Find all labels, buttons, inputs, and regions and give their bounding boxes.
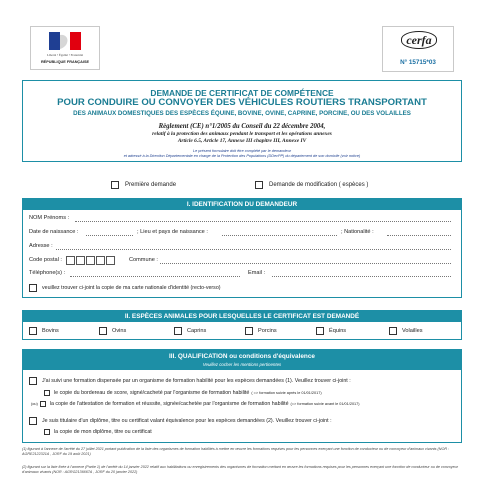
species-volailles[interactable]: [389, 327, 423, 335]
species-ovins[interactable]: [99, 327, 126, 335]
title-line-3: DES ANIMAUX DOMESTIQUES DES ESPÈCES ÉQUINE, BOVINE, OVINE, CAPRINE, PORCINE, OU DES VOLAILLES: [73, 110, 411, 117]
regulation-line-3: Article 6.5, Article 17, Annexe III chapitre III, Annexe IV: [177, 138, 307, 144]
regulation-line-2: relatif à la protection des animaux pendant le transport et les opérations annexes: [152, 131, 332, 137]
diploma-copy-option[interactable]: [44, 429, 152, 435]
cerfa-logo: cerfa: [401, 31, 437, 49]
date-naissance-label: Date de naissance :: [29, 229, 79, 235]
attestation-copy-checkbox[interactable]: [40, 401, 46, 407]
first-request-checkbox[interactable]: [111, 181, 119, 189]
species-heading: II. ESPÈCES ANIMALES POUR LESQUELLES LE CERTIFICAT EST DEMANDÉ: [23, 311, 461, 322]
ovins-checkbox[interactable]: [99, 327, 107, 335]
first-request-option[interactable]: [111, 181, 176, 189]
species-porcins[interactable]: [245, 327, 277, 335]
republique-francaise-logo: [30, 26, 100, 70]
attestation-copy-label: la copie de l'attestation de formation et réussite, signée/cachetée par l'organisme de formation habilité: [49, 401, 289, 407]
bovins-label: Bovins: [42, 328, 59, 334]
nationalite-label: ; Nationalité :: [341, 229, 374, 235]
nom-prenoms-field[interactable]: [75, 221, 451, 222]
id-copy-checkbox[interactable]: [29, 284, 37, 292]
score-copy-note: ( => formation suivie après le 01/01/2017): [251, 391, 322, 395]
telephone-label: Téléphone(s) :: [29, 270, 66, 276]
training-checkbox[interactable]: [29, 377, 37, 385]
title-box: [22, 80, 462, 162]
code-postal-digit-3[interactable]: [86, 256, 95, 265]
instruction-line-1: Le présent formulaire doit être complété par le demandeur: [193, 149, 291, 153]
nom-prenoms-label: NOM Prénoms :: [29, 215, 70, 221]
training-option[interactable]: [29, 377, 351, 385]
modification-request-checkbox[interactable]: [255, 181, 263, 189]
species-equins[interactable]: [316, 327, 346, 335]
adresse-label: Adresse :: [29, 243, 53, 249]
adresse-field[interactable]: [56, 249, 451, 250]
qualification-heading: III. QUALIFICATION ou conditions d'équivalence: [169, 353, 315, 360]
equins-checkbox[interactable]: [316, 327, 324, 335]
code-postal-digit-2[interactable]: [76, 256, 85, 265]
code-postal-digit-4[interactable]: [96, 256, 105, 265]
score-copy-label: le copie du bordereau de score, signé/cacheté par l'organisme de formation habilité: [54, 390, 250, 396]
date-naissance-field[interactable]: [86, 235, 133, 236]
email-field[interactable]: [272, 276, 451, 277]
title-line-2: POUR CONDUIRE OU CONVOYER DES VÉHICULES ROUTIERS TRANSPORTANT: [57, 97, 427, 108]
species-section: [22, 310, 462, 340]
porcins-label: Porcins: [258, 328, 277, 334]
email-label: Email :: [248, 270, 266, 276]
diploma-copy-label: la copie de mon diplôme, titre ou certificat: [54, 429, 152, 435]
caprins-label: Caprins: [187, 328, 207, 334]
bovins-checkbox[interactable]: [29, 327, 37, 335]
id-copy-option[interactable]: [29, 284, 221, 292]
equins-label: Équins: [329, 328, 347, 334]
or-tag: (ou): [31, 402, 38, 406]
applicant-section: [22, 198, 462, 298]
diploma-label: Je suis titulaire d'un diplôme, titre ou certificat valant équivalence pour les espèces demandées (2). Veuillez trouver ci-joint :: [42, 418, 332, 424]
modification-request-option[interactable]: [255, 181, 368, 189]
qualification-subheading: Veuillez cocher les mentions pertinentes: [202, 362, 282, 367]
diploma-option[interactable]: [29, 417, 332, 425]
marianne-flag-icon: [49, 32, 81, 50]
qualification-header: [23, 350, 461, 370]
telephone-field[interactable]: [70, 276, 240, 277]
regulation-line-1: Règlement (CE) n°1/2005 du Conseil du 22 décembre 2004,: [158, 123, 326, 130]
commune-field[interactable]: [160, 263, 451, 264]
diploma-copy-checkbox[interactable]: [44, 429, 50, 435]
score-copy-checkbox[interactable]: [44, 390, 50, 396]
volailles-checkbox[interactable]: [389, 327, 397, 335]
training-label: J'ai suivi une formation dispensée par un organisme de formation habilité pour les espèces demandées (1). Veuillez trouver ci-joint :: [42, 378, 351, 384]
first-request-label: Première demande: [125, 182, 177, 188]
lieu-pays-label: ; Lieu et pays de naissance :: [137, 229, 208, 235]
footnote-1: (1) figurant à l'annexe de l'arrêté du 27 juillet 2021 portant publication de la liste des organismes de formation habilités à mettre en œuvre les formations requises pour les personnes exerçant une fonction de conducteur ou de convoyeur d'animaux vivants (NOR : AGRE2122321A , JORF du 19 août 2021): [22, 447, 450, 456]
rf-motto: Liberté • Égalité • Fraternité: [46, 53, 84, 57]
id-copy-label: veuillez trouver ci-joint la copie de ma carte nationale d'identité (recto-verso): [42, 285, 221, 291]
ovins-label: Ovins: [112, 328, 127, 334]
code-postal-digit-5[interactable]: [106, 256, 115, 265]
attestation-copy-note: (=> formation suivie avant le 01/01/2017): [290, 402, 360, 406]
diploma-checkbox[interactable]: [29, 417, 37, 425]
commune-label: Commune :: [129, 257, 158, 263]
porcins-checkbox[interactable]: [245, 327, 253, 335]
cerfa-box: [382, 26, 454, 72]
species-caprins[interactable]: [174, 327, 206, 335]
caprins-checkbox[interactable]: [174, 327, 182, 335]
nationalite-field[interactable]: [387, 235, 451, 236]
volailles-label: Volailles: [402, 328, 423, 334]
modification-request-label: Demande de modification ( espèces ): [269, 182, 369, 188]
lieu-pays-field[interactable]: [222, 235, 337, 236]
rf-name: RÉPUBLIQUE FRANÇAISE: [40, 60, 90, 64]
header: [22, 20, 462, 78]
instruction-line-2: et adressé à la Direction Départementale en charge de la Protection des Populations (DDecPP) du département de son domicile (voir notice): [123, 154, 361, 158]
title-line-1: DEMANDE DE CERTIFICAT DE COMPÉTENCE: [150, 88, 334, 98]
code-postal-label: Code postal :: [29, 257, 62, 263]
score-copy-option[interactable]: [44, 390, 322, 396]
species-bovins[interactable]: [29, 327, 59, 335]
attestation-copy-option[interactable]: [31, 401, 360, 407]
footnote-2: (2) figurant sur la liste fixée à l'annexe (Partie 1) de l'arrêté du 14 janvier 2022 relatif aux habilitations ou enregistrements des organismes de formation mettant en œuvre les formations requises pour les personnes exerçant une fonction de conducteur ou de convoyeur d'animaux vivants (NOR : AGRG2136667A , JORF du 20 janvier 2022): [22, 465, 458, 474]
applicant-heading: I. IDENTIFICATION DU DEMANDEUR: [23, 199, 461, 210]
code-postal-digit-1[interactable]: [66, 256, 75, 265]
cerfa-number: N° 15715*03: [400, 59, 436, 66]
